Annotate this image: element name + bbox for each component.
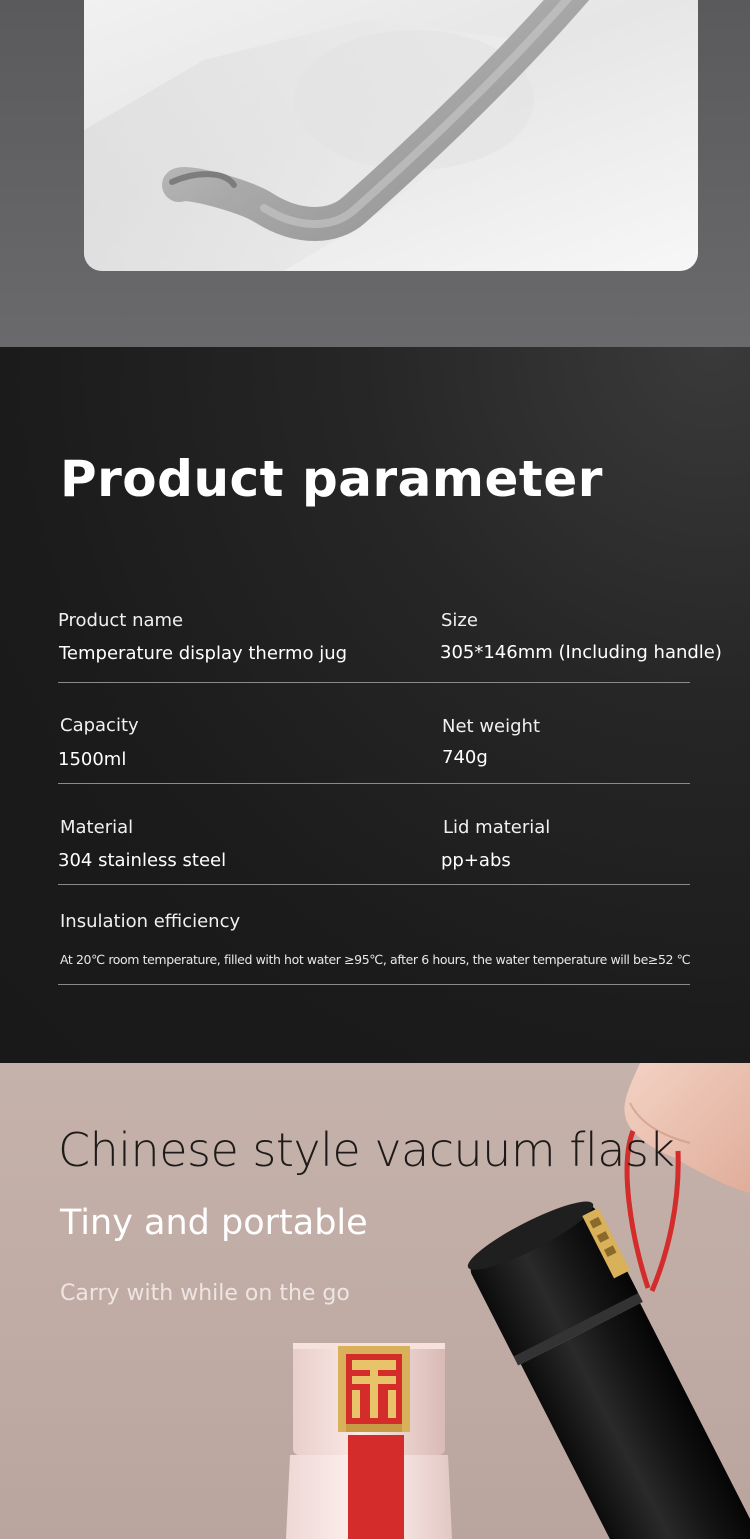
flask-subtitle: Tiny and portable [60, 1203, 368, 1243]
size-label: Size [441, 610, 478, 631]
net-weight-label: Net weight [442, 716, 541, 737]
material-label: Material [60, 817, 134, 838]
lid-material-value: pp+abs [441, 850, 511, 871]
insulation-value: At 20℃ room temperature, filled with hot water ≥95℃, after 6 hours, the water temperature will be≥52 ℃ [60, 952, 691, 967]
net-weight-value: 740g [442, 747, 488, 768]
handle-photo-section [0, 0, 750, 347]
parameter-row-insulation [58, 902, 690, 985]
pink-flask-image [286, 1343, 452, 1539]
vacuum-flask-section [0, 1063, 750, 1539]
capacity-value: 1500ml [58, 749, 127, 770]
black-flask-image [462, 1190, 750, 1539]
parameter-row-1 [58, 602, 722, 683]
material-value: 304 stainless steel [58, 850, 227, 871]
parameter-row-2 [58, 707, 690, 784]
product-parameter-section [0, 347, 750, 1063]
parameter-row-3 [58, 808, 690, 885]
parameters-title: Product parameter [60, 450, 603, 508]
capacity-label: Capacity [60, 715, 139, 736]
flask-description: Carry with while on the go [60, 1281, 350, 1306]
size-value: 305*146mm (Including handle) [440, 642, 722, 663]
product-name-label: Product name [58, 610, 184, 631]
flask-title: Chinese style vacuum flask [58, 1123, 675, 1177]
jug-handle-image [84, 0, 698, 271]
lid-material-label: Lid material [443, 817, 551, 838]
product-name-value: Temperature display thermo jug [59, 643, 348, 664]
insulation-label: Insulation efficiency [60, 911, 241, 932]
